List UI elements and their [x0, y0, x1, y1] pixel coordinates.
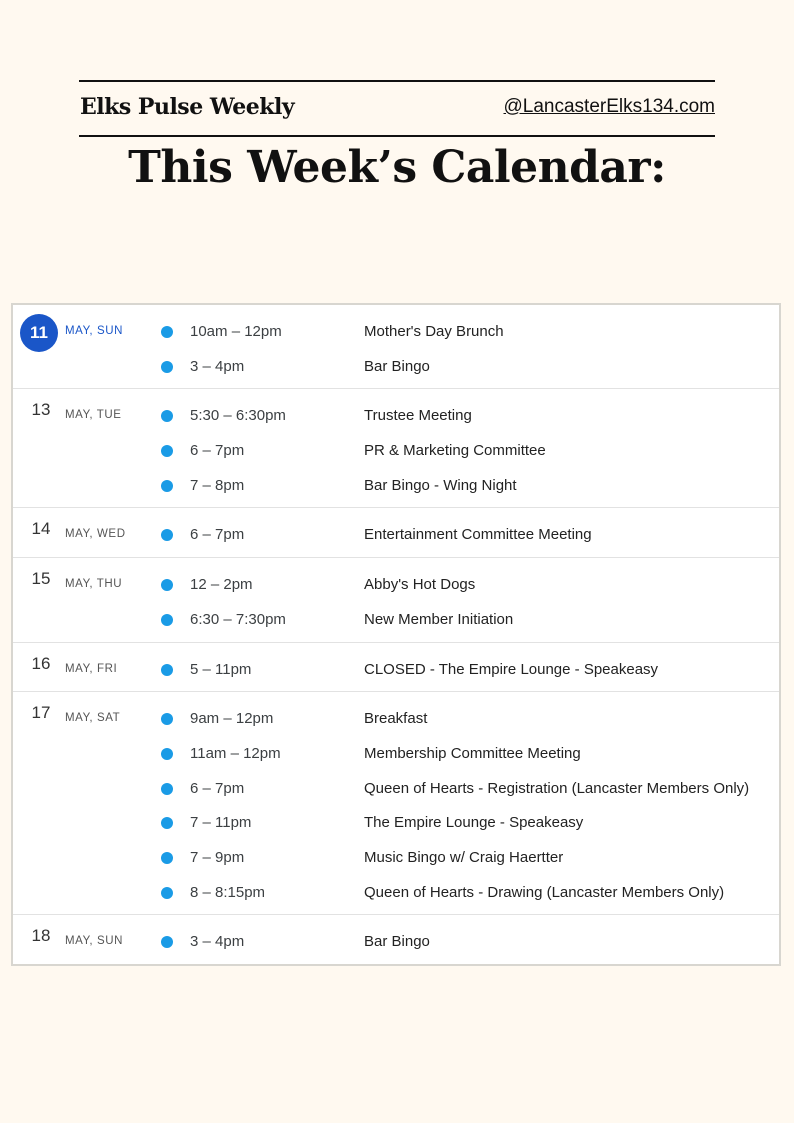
event-time: 6 – 7pm	[190, 779, 245, 797]
event-time: 7 – 8pm	[190, 476, 245, 494]
day-group	[13, 305, 779, 388]
page-title: This Week’s Calendar:	[128, 142, 666, 193]
header-rule-top	[79, 80, 715, 82]
event-time: 11am – 12pm	[190, 744, 281, 762]
day-label: MAY, WED	[65, 528, 126, 541]
day-label: MAY, SUN	[65, 325, 124, 337]
event-time: 7 – 9pm	[190, 848, 245, 866]
day-label: MAY, THU	[65, 578, 123, 591]
event-title: Bar Bingo	[364, 357, 430, 375]
day-label: MAY, FRI	[65, 662, 118, 675]
event-title: Mother's Day Brunch	[364, 323, 504, 340]
event-item[interactable]	[13, 565, 779, 600]
day-number[interactable]: 11	[20, 314, 58, 352]
event-item[interactable]	[13, 650, 779, 685]
event-dot-icon	[161, 664, 173, 676]
event-time: 3 – 4pm	[190, 357, 245, 375]
event-title: Bar Bingo - Wing Night	[364, 476, 517, 494]
day-label: MAY, SUN	[65, 935, 124, 948]
event-time: 9am – 12pm	[190, 710, 274, 728]
event-dot-icon	[161, 410, 173, 422]
event-title: Entertainment Committee Meeting	[364, 526, 592, 544]
event-title: Music Bingo w/ Craig Haertter	[364, 848, 564, 866]
event-title: Trustee Meeting	[364, 407, 472, 425]
event-item[interactable]	[13, 515, 779, 550]
day-number[interactable]: 17	[31, 703, 51, 723]
event-time: 7 – 11pm	[190, 814, 252, 832]
event-dot-icon	[161, 480, 173, 492]
day-number[interactable]: 18	[31, 926, 51, 946]
day-number[interactable]: 15	[31, 569, 51, 589]
event-dot-icon	[161, 326, 173, 338]
event-item[interactable]	[13, 396, 779, 431]
event-item[interactable]	[13, 699, 779, 734]
masthead-logo: Elks Pulse Weekly	[80, 94, 295, 120]
day-group	[13, 691, 779, 914]
event-dot-icon	[161, 817, 173, 829]
day-group	[13, 642, 779, 692]
day-label: MAY, TUE	[65, 409, 122, 422]
event-time: 6 – 7pm	[190, 526, 245, 544]
event-dot-icon	[161, 445, 173, 457]
event-dot-icon	[161, 361, 173, 373]
event-time: 5 – 11pm	[190, 660, 252, 678]
event-item[interactable]	[13, 734, 779, 769]
event-title: Membership Committee Meeting	[364, 744, 581, 762]
event-item[interactable]	[13, 803, 779, 838]
event-title: New Member Initiation	[364, 610, 514, 628]
event-time: 12 – 2pm	[190, 576, 253, 594]
event-title: The Empire Lounge - Speakeasy	[364, 814, 584, 832]
event-item[interactable]	[13, 347, 779, 382]
day-number[interactable]: 13	[31, 400, 51, 420]
header-rule-bottom	[79, 135, 715, 137]
event-title: Queen of Hearts - Registration (Lancaster Members Only)	[364, 779, 750, 797]
event-dot-icon	[161, 887, 173, 899]
day-group	[13, 388, 779, 507]
website-link[interactable]: @LancasterElks134.com	[503, 96, 715, 117]
day-label: MAY, SAT	[65, 712, 121, 725]
event-time: 3 – 4pm	[190, 933, 245, 951]
event-item[interactable]	[13, 873, 779, 908]
event-dot-icon	[161, 852, 173, 864]
day-group	[13, 557, 779, 641]
event-time: 5:30 – 6:30pm	[190, 407, 286, 425]
event-dot-icon	[161, 936, 173, 948]
event-dot-icon	[161, 614, 173, 626]
event-title: Queen of Hearts - Drawing (Lancaster Members Only)	[364, 883, 725, 901]
event-item[interactable]	[13, 769, 779, 804]
event-time: 10am – 12pm	[190, 323, 282, 340]
event-title: CLOSED - The Empire Lounge - Speakeasy	[364, 660, 659, 678]
calendar-agenda	[11, 303, 781, 966]
event-dot-icon	[161, 579, 173, 591]
event-item[interactable]	[13, 922, 779, 957]
day-number[interactable]: 16	[31, 653, 51, 673]
event-dot-icon	[161, 783, 173, 795]
day-group	[13, 507, 779, 557]
event-dot-icon	[161, 713, 173, 725]
event-time: 6 – 7pm	[190, 442, 245, 460]
event-item[interactable]	[13, 312, 779, 347]
event-dot-icon	[161, 748, 173, 760]
event-title: PR & Marketing Committee	[364, 442, 546, 460]
event-item[interactable]	[13, 431, 779, 466]
event-item[interactable]	[13, 466, 779, 501]
day-number[interactable]: 14	[31, 519, 51, 539]
event-time: 8 – 8:15pm	[190, 883, 266, 901]
event-title: Breakfast	[364, 710, 428, 728]
event-title: Abby's Hot Dogs	[364, 576, 476, 594]
day-group	[13, 914, 779, 964]
event-item[interactable]	[13, 838, 779, 873]
event-time: 6:30 – 7:30pm	[190, 610, 286, 628]
event-item[interactable]	[13, 600, 779, 635]
event-title: Bar Bingo	[364, 933, 430, 951]
event-dot-icon	[161, 529, 173, 541]
